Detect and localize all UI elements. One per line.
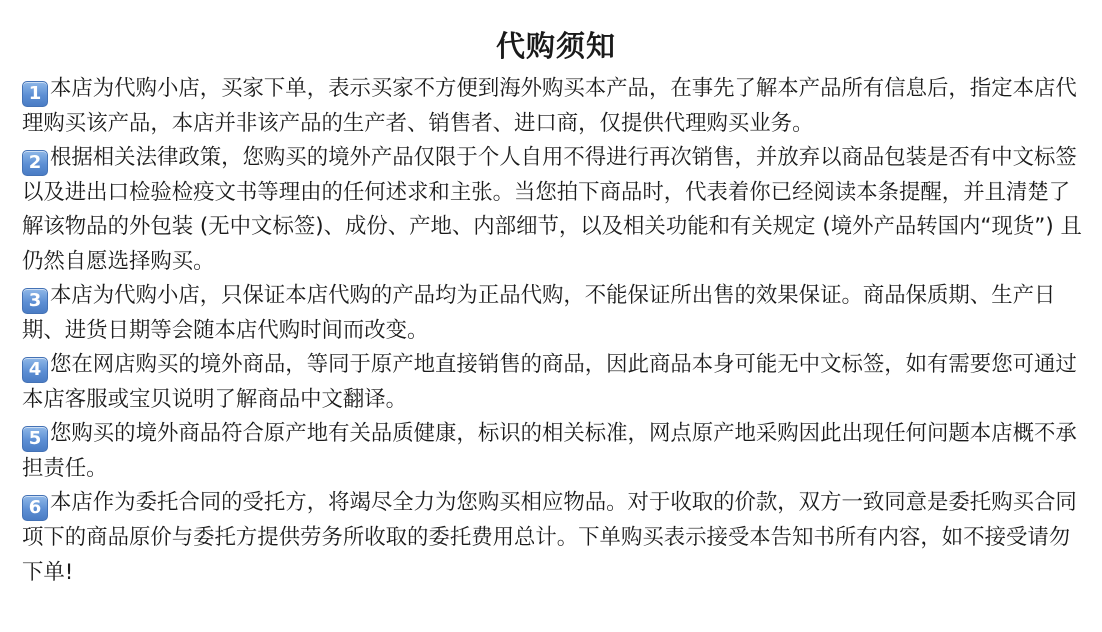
number-2-badge-icon: 2 [22, 150, 48, 176]
notice-item-5 [22, 417, 1084, 486]
notice-title: 代购须知 [495, 29, 616, 63]
number-3-badge-icon: 3 [22, 288, 48, 314]
notice-item-6 [22, 486, 1084, 589]
notice-item-text: 您在网店购买的境外商品，等同于原产地直接销售的商品，因此商品本身可能无中文标签，如有需要您可通过本店客服或宝贝说明了解商品中文翻译。 [22, 352, 1077, 413]
notice-item-2 [22, 141, 1084, 279]
number-5-badge-icon: 5 [22, 426, 48, 452]
notice-item-text: 本店为代购小店，买家下单，表示买家不方便到海外购买本产品，在事先了解本产品所有信息后，指定本店代理购买该产品，本店并非该产品的生产者、销售者、进口商，仅提供代理购买业务。 [22, 76, 1077, 136]
notice-item-text: 根据相关法律政策，您购买的境外产品仅限于个人自用不得进行再次销售，并放弃以商品包装是否有中文标签以及进出口检验检疫文书等理由的任何述求和主张。当您拍下商品时，代表着你已经阅读本条提醒，并且清楚了解该物品的外包装 (无中文标签)、成份、产地、内部细节，以及相关功能和有关规定 (境外产品转国内“现货”) 且仍然自愿选择购买。 [22, 145, 1082, 274]
notice-item-text: 本店作为委托合同的受托方，将竭尽全力为您购买相应物品。对于收取的价款，双方一致同意是委托购买合同项下的商品原价与委托方提供劳务所收取的委托费用总计。下单购买表示接受本告知书所有内容，如不接受请勿下单! [22, 490, 1077, 585]
notice-item-text: 您购买的境外商品符合原产地有关品质健康，标识的相关标准，网点原产地采购因此出现任何问题本店概不承担责任。 [22, 421, 1077, 482]
purchase-notice [22, 22, 1084, 590]
notice-item-4 [22, 348, 1084, 417]
number-4-badge-icon: 4 [22, 357, 48, 383]
number-6-badge-icon: 6 [22, 495, 48, 521]
notice-item-1 [22, 72, 1084, 141]
notice-item-text: 本店为代购小店，只保证本店代购的产品均为正品代购，不能保证所出售的效果保证。商品保质期、生产日期、进货日期等会随本店代购时间而改变。 [22, 282, 1056, 343]
number-1-badge-icon: 1 [22, 81, 48, 107]
notice-item-3 [22, 279, 1084, 348]
